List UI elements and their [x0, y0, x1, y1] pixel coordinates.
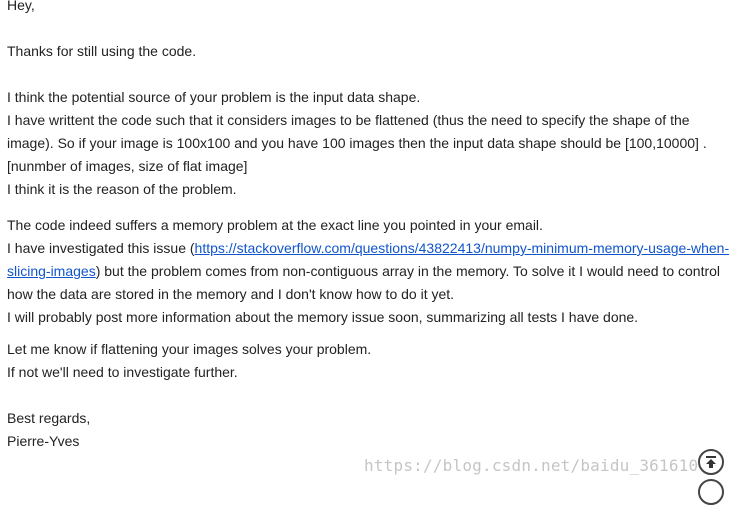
blog-watermark: https://blog.csdn.net/baidu_361610 — [364, 456, 699, 475]
thanks-line: Thanks for still using the code. — [7, 43, 197, 59]
signature: Pierre-Yves — [7, 433, 80, 449]
greeting: Hey, — [7, 0, 35, 13]
para2-line2 — [7, 237, 733, 306]
back-to-top-button[interactable] — [698, 449, 724, 475]
para2-line3: I will probably post more information about the memory issue soon, summarizing all tests I have done. — [7, 309, 639, 325]
stackoverflow-link[interactable]: https://stackoverflow.com/questions/43822413/numpy-minimum-memory-usage-when-slicing-images — [7, 240, 730, 279]
para1-line4: I think it is the reason of the problem. — [7, 181, 237, 197]
para2-line1: The code indeed suffers a memory problem at the exact line you pointed in your email. — [7, 217, 543, 233]
para3-line1: Let me know if flattening your images solves your problem. — [7, 341, 372, 357]
para1-line3: [nunmber of images, size of flat image] — [7, 158, 248, 174]
para1-line1: I think the potential source of your problem is the input data shape. — [7, 89, 421, 105]
para1-line2: I have writtent the code such that it considers images to be flattened (thus the need to specify the shape of the image). So if your image is 100x100 and you have 100 images then the input data shape should be [100,10000] . — [7, 112, 707, 151]
para3-line2: If not we'll need to investigate further. — [7, 364, 238, 380]
email-body — [7, 0, 733, 453]
back-to-top-icon — [704, 455, 718, 469]
para2-line2-post: ) but the problem comes from non-contiguous array in the memory. To solve it I would need to control how the data are stored in the memory and I don't know how to do it yet. — [7, 263, 721, 302]
scroll-button[interactable] — [698, 479, 724, 505]
closing: Best regards, — [7, 410, 91, 426]
para2-line2-pre: I have investigated this issue ( — [7, 240, 195, 256]
